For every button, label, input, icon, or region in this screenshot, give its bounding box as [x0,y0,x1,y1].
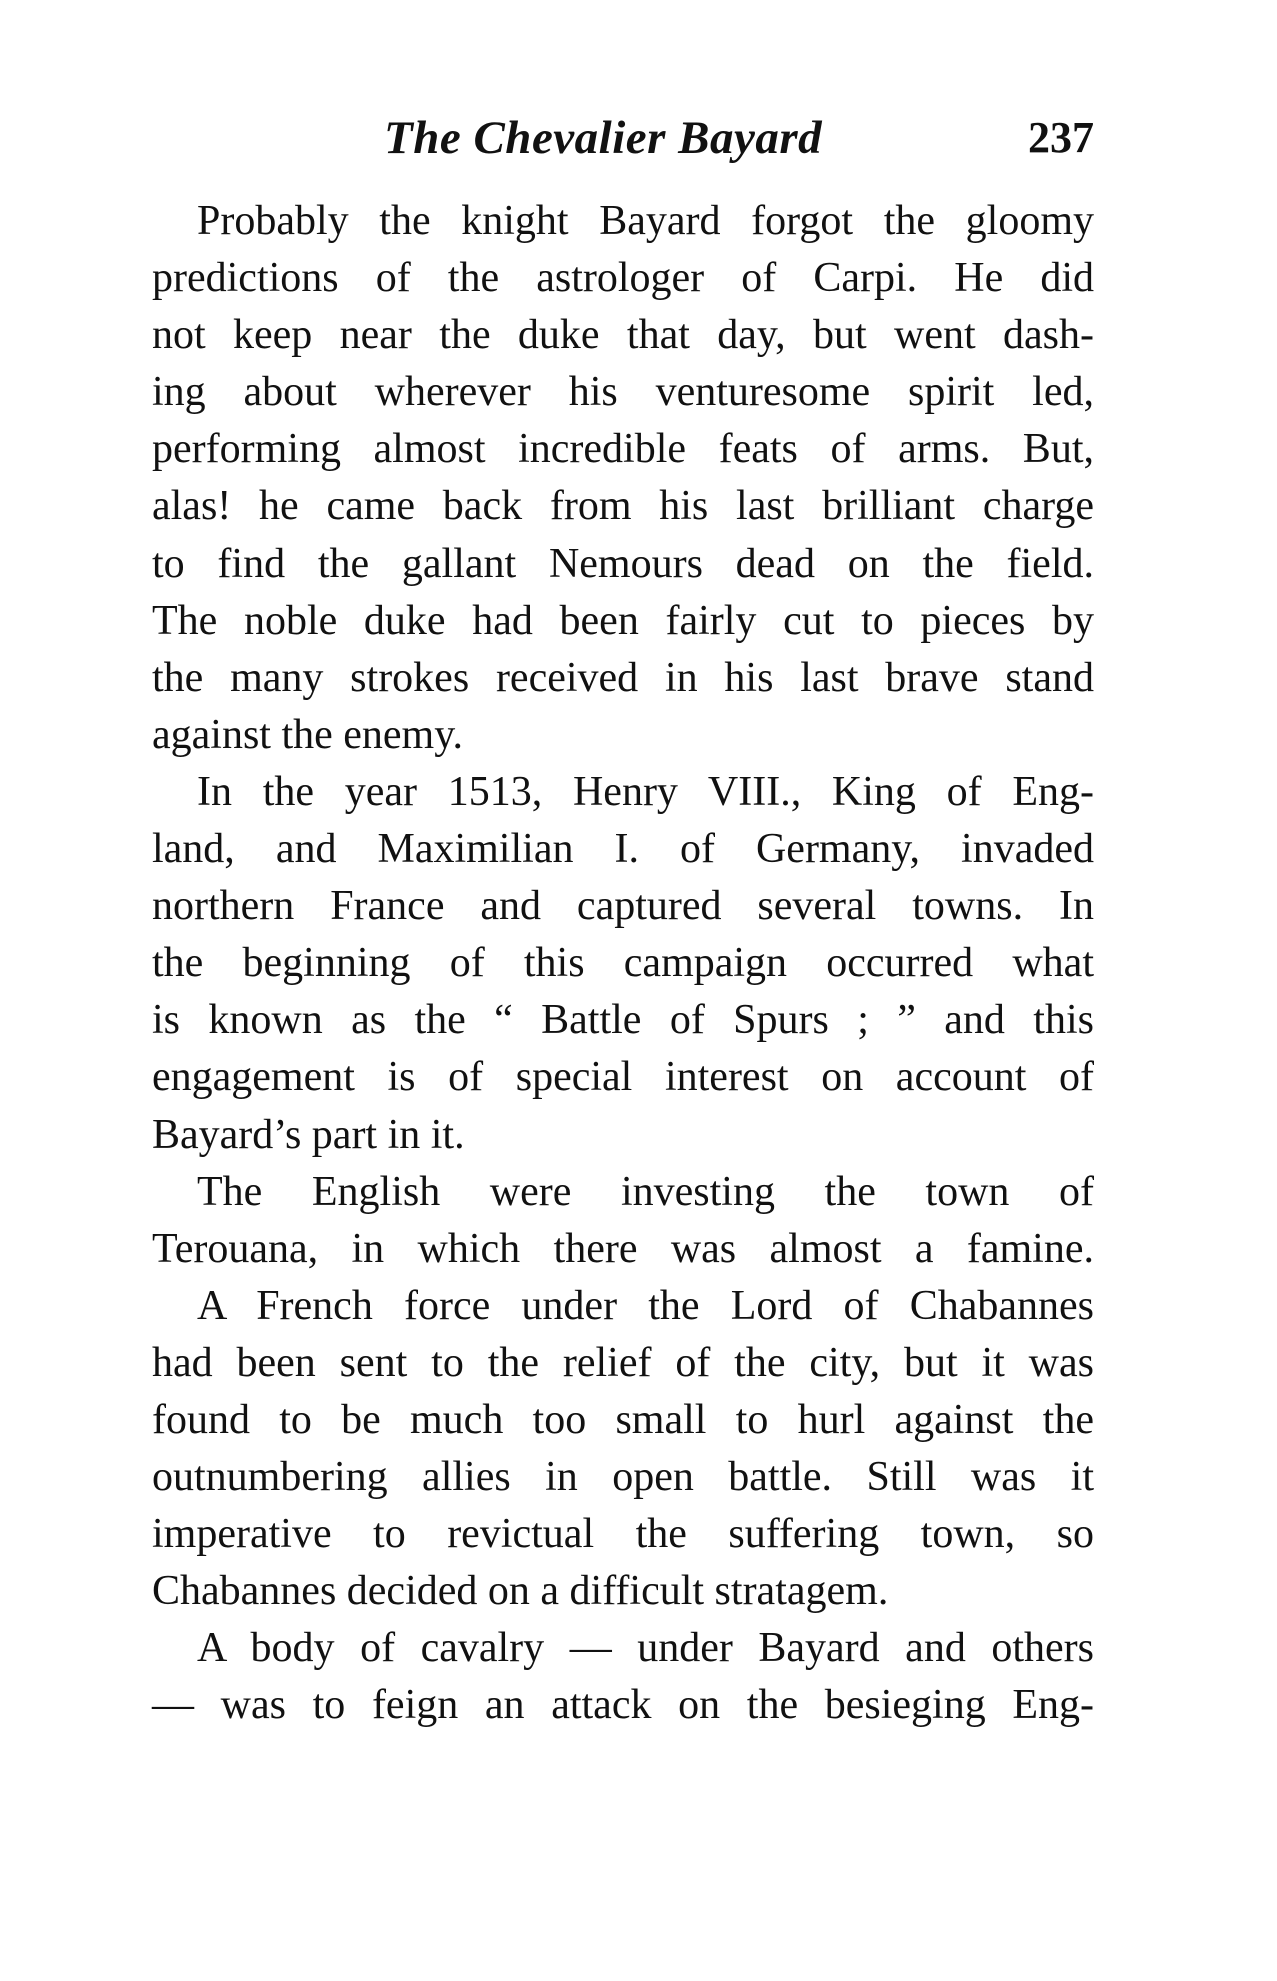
text-line: — was to feign an attack on the besieging Eng- [152,1682,1094,1729]
body-text [152,193,1094,1735]
text-line: A French force under the Lord of Chabannes [197,1282,1094,1329]
text-line: outnumbering allies in open battle. Still was it [152,1454,1094,1501]
text-line: imperative to revictual the suffering town, so [152,1511,1094,1558]
text-line: The noble duke had been fairly cut to pieces by [152,597,1094,644]
text-line: A body of cavalry — under Bayard and others [197,1625,1094,1672]
text-line: to find the gallant Nemours dead on the field. [152,540,1094,587]
text-line: Chabannes decided on a difficult stratagem. [152,1568,889,1615]
text-line: engagement is of special interest on account of [152,1054,1094,1101]
text-line: Probably the knight Bayard forgot the gloomy [197,198,1094,244]
text-line: In the year 1513, Henry VIII., King of Eng- [197,768,1094,815]
text-line: not keep near the duke that day, but went dash- [152,312,1094,359]
text-line: found to be much too small to hurl against the [152,1396,1094,1443]
text-line: against the enemy. [152,711,464,758]
text-line: Bayard’s part in it. [152,1111,465,1158]
text-line: land, and Maximilian I. of Germany, invaded [152,826,1094,873]
text-line: performing almost incredible feats of arms. But, [152,426,1094,473]
text-line: Terouana, in which there was almost a famine. [152,1225,1094,1272]
running-title: The Chevalier Bayard [384,112,823,164]
text-line: predictions of the astrologer of Carpi. He did [152,255,1094,302]
text-line: the many strokes received in his last brave stand [152,654,1094,701]
text-line: alas! he came back from his last brilliant charge [152,483,1094,530]
text-line: the beginning of this campaign occurred what [152,940,1094,987]
page-number: 237 [1028,113,1094,162]
text-line: northern France and captured several towns. In [152,883,1094,930]
text-line: The English were investing the town of [197,1168,1094,1215]
text-line: ing about wherever his venturesome spirit led, [152,369,1094,416]
text-line: is known as the “ Battle of Spurs ; ” and this [152,997,1094,1044]
text-line: had been sent to the relief of the city, but it was [152,1339,1094,1386]
running-header [384,108,1094,168]
